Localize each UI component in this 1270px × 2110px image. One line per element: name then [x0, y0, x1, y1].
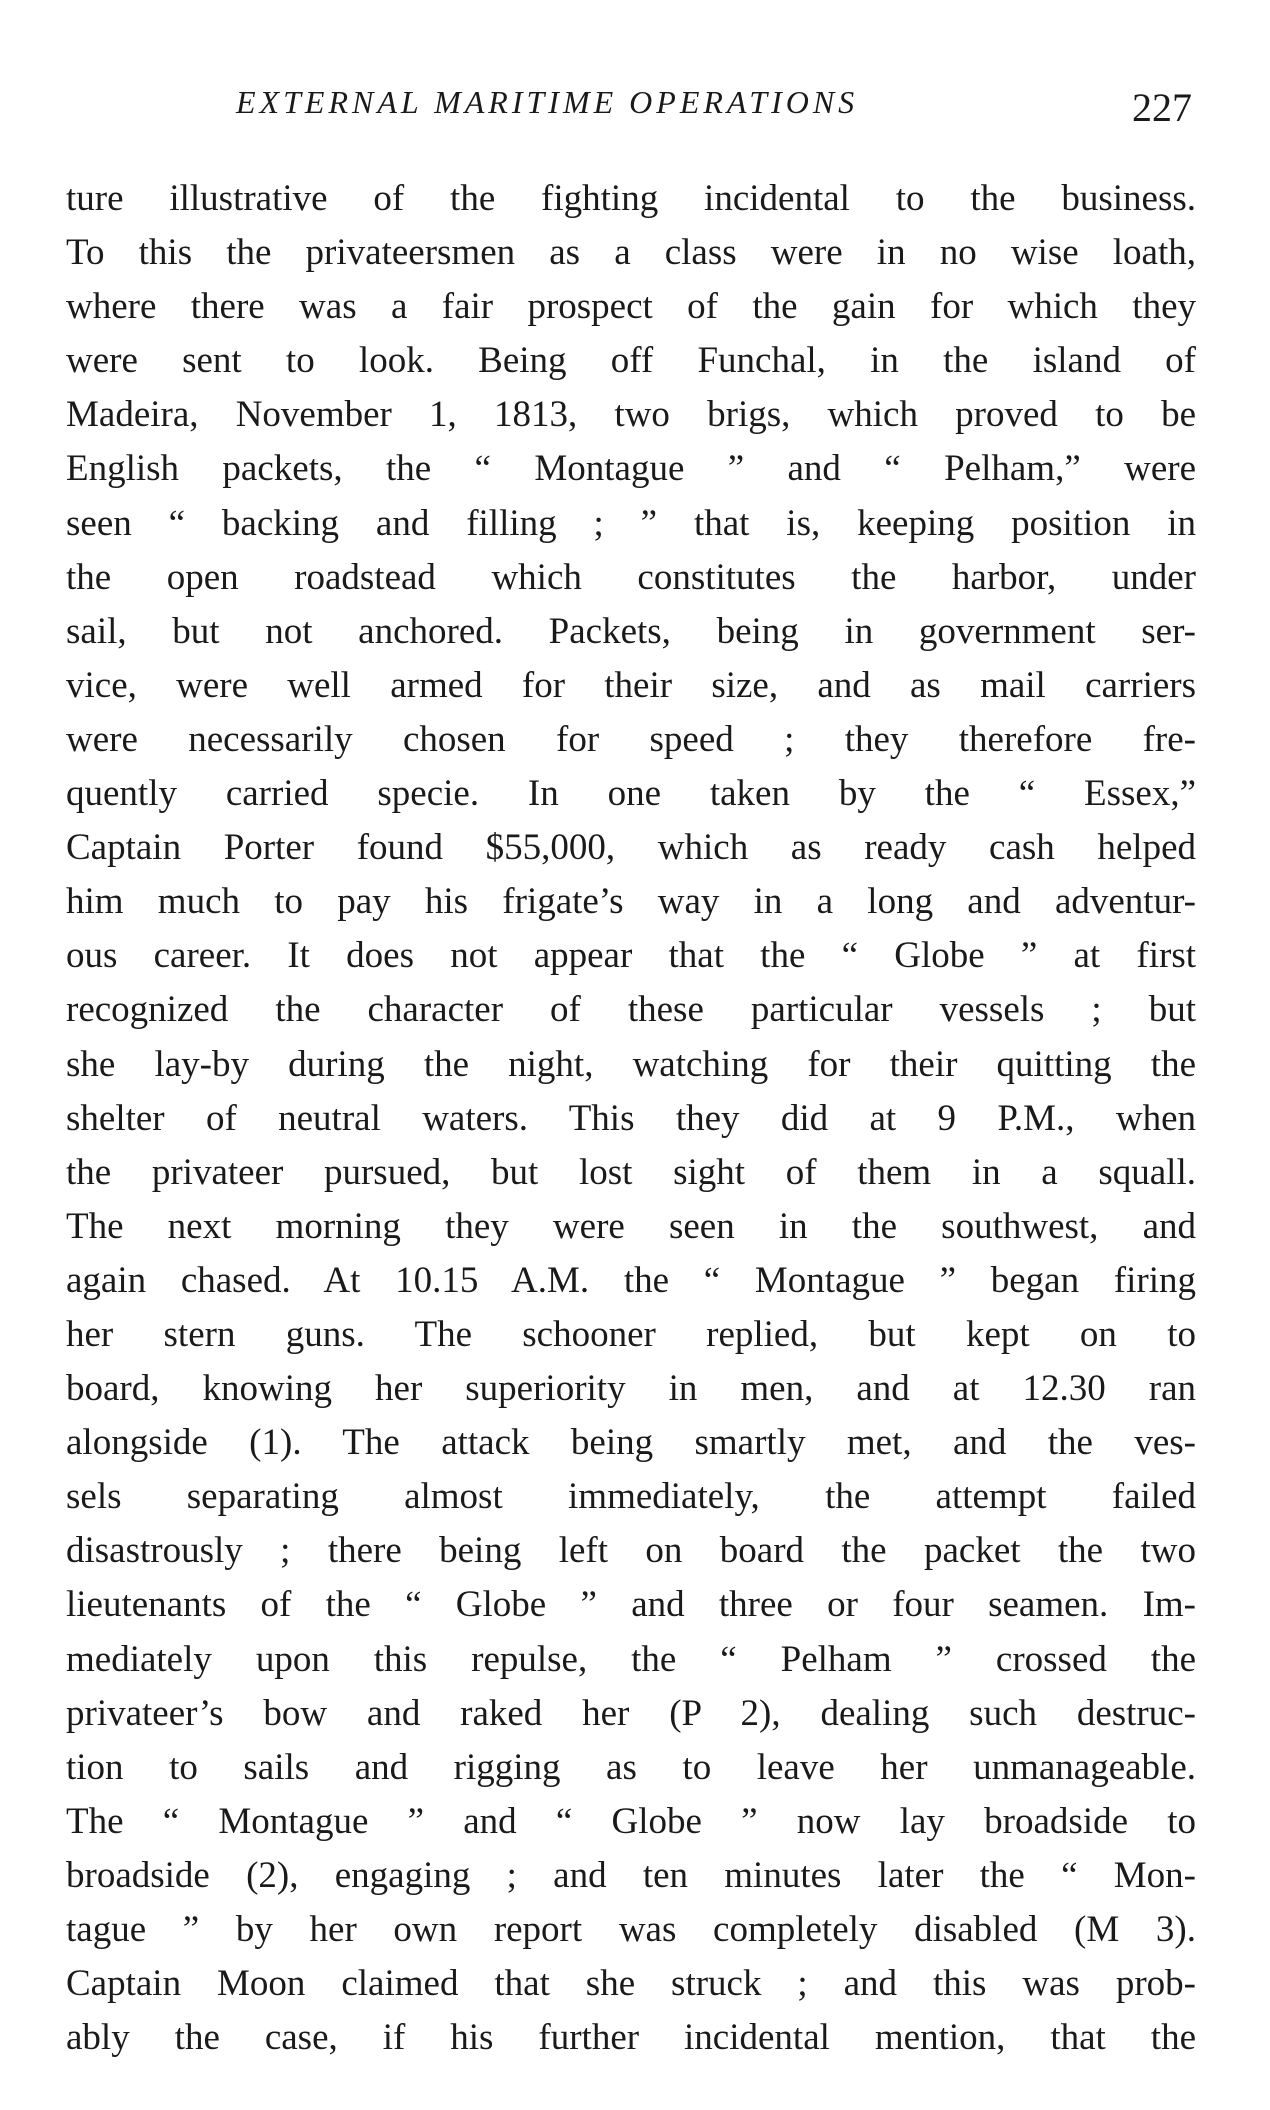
- running-head: [66, 84, 1196, 144]
- text-line: Madeira, November 1, 1813, two brigs, which proved to be: [66, 394, 1196, 436]
- text-line: disastrously ; there being left on board the packet the two: [66, 1530, 1196, 1572]
- text-line: the open roadstead which constitutes the harbor, under: [66, 556, 1196, 598]
- text-line: The next morning they were seen in the southwest, and: [66, 1205, 1196, 1247]
- text-line: alongside (1). The attack being smartly met, and the ves-: [66, 1422, 1196, 1464]
- running-title: EXTERNAL MARITIME OPERATIONS: [236, 84, 859, 120]
- text-line: Captain Porter found $55,000, which as ready cash helped: [66, 827, 1196, 869]
- text-line: she lay-by during the night, watching for their quitting the: [66, 1043, 1196, 1085]
- text-line: sail, but not anchored. Packets, being in government ser-: [66, 610, 1196, 652]
- text-line: The “ Montague ” and “ Globe ” now lay broadside to: [66, 1800, 1196, 1842]
- text-line: shelter of neutral waters. This they did at 9 P.M., when: [66, 1097, 1196, 1139]
- text-line: quently carried specie. In one taken by the “ Essex,”: [66, 773, 1196, 815]
- text-line: board, knowing her superiority in men, and at 12.30 ran: [66, 1368, 1196, 1410]
- text-line: sels separating almost immediately, the attempt failed: [66, 1476, 1196, 1518]
- text-line: ous career. It does not appear that the “ Globe ” at first: [66, 935, 1196, 977]
- text-line: vice, were well armed for their size, and as mail carriers: [66, 664, 1196, 706]
- text-line: tion to sails and rigging as to leave her unmanageable.: [66, 1746, 1196, 1788]
- text-line: were sent to look. Being off Funchal, in the island of: [66, 340, 1196, 382]
- text-line: were necessarily chosen for speed ; they therefore fre-: [66, 718, 1196, 760]
- text-line: seen “ backing and filling ; ” that is, keeping position in: [66, 502, 1196, 544]
- text-line: mediately upon this repulse, the “ Pelham ” crossed the: [66, 1638, 1196, 1680]
- text-line: English packets, the “ Montague ” and “ Pelham,” were: [66, 448, 1196, 490]
- page-number: 227: [1132, 85, 1192, 130]
- text-line: ture illustrative of the fighting incidental to the business.: [66, 178, 1196, 219]
- text-line: her stern guns. The schooner replied, but kept on to: [66, 1313, 1196, 1355]
- text-line: broadside (2), engaging ; and ten minutes later the “ Mon-: [66, 1854, 1196, 1896]
- text-line: lieutenants of the “ Globe ” and three or four seamen. Im-: [66, 1584, 1196, 1626]
- text-line: recognized the character of these particular vessels ; but: [66, 989, 1196, 1031]
- text-line: ably the case, if his further incidental mention, that the: [66, 2017, 1196, 2059]
- text-line: tague ” by her own report was completely disabled (M 3).: [66, 1909, 1196, 1950]
- body-text: [66, 172, 1196, 2065]
- text-line: where there was a fair prospect of the gain for which they: [66, 286, 1196, 328]
- text-line: privateer’s bow and raked her (P 2), dealing such destruc-: [66, 1692, 1196, 1734]
- text-line: the privateer pursued, but lost sight of them in a squall.: [66, 1151, 1196, 1193]
- text-line: again chased. At 10.15 A.M. the “ Montague ” began firing: [66, 1259, 1196, 1301]
- text-line: him much to pay his frigate’s way in a long and adventur-: [66, 881, 1196, 923]
- text-line: Captain Moon claimed that she struck ; and this was prob-: [66, 1963, 1196, 2005]
- text-line: To this the privateersmen as a class were in no wise loath,: [66, 232, 1196, 274]
